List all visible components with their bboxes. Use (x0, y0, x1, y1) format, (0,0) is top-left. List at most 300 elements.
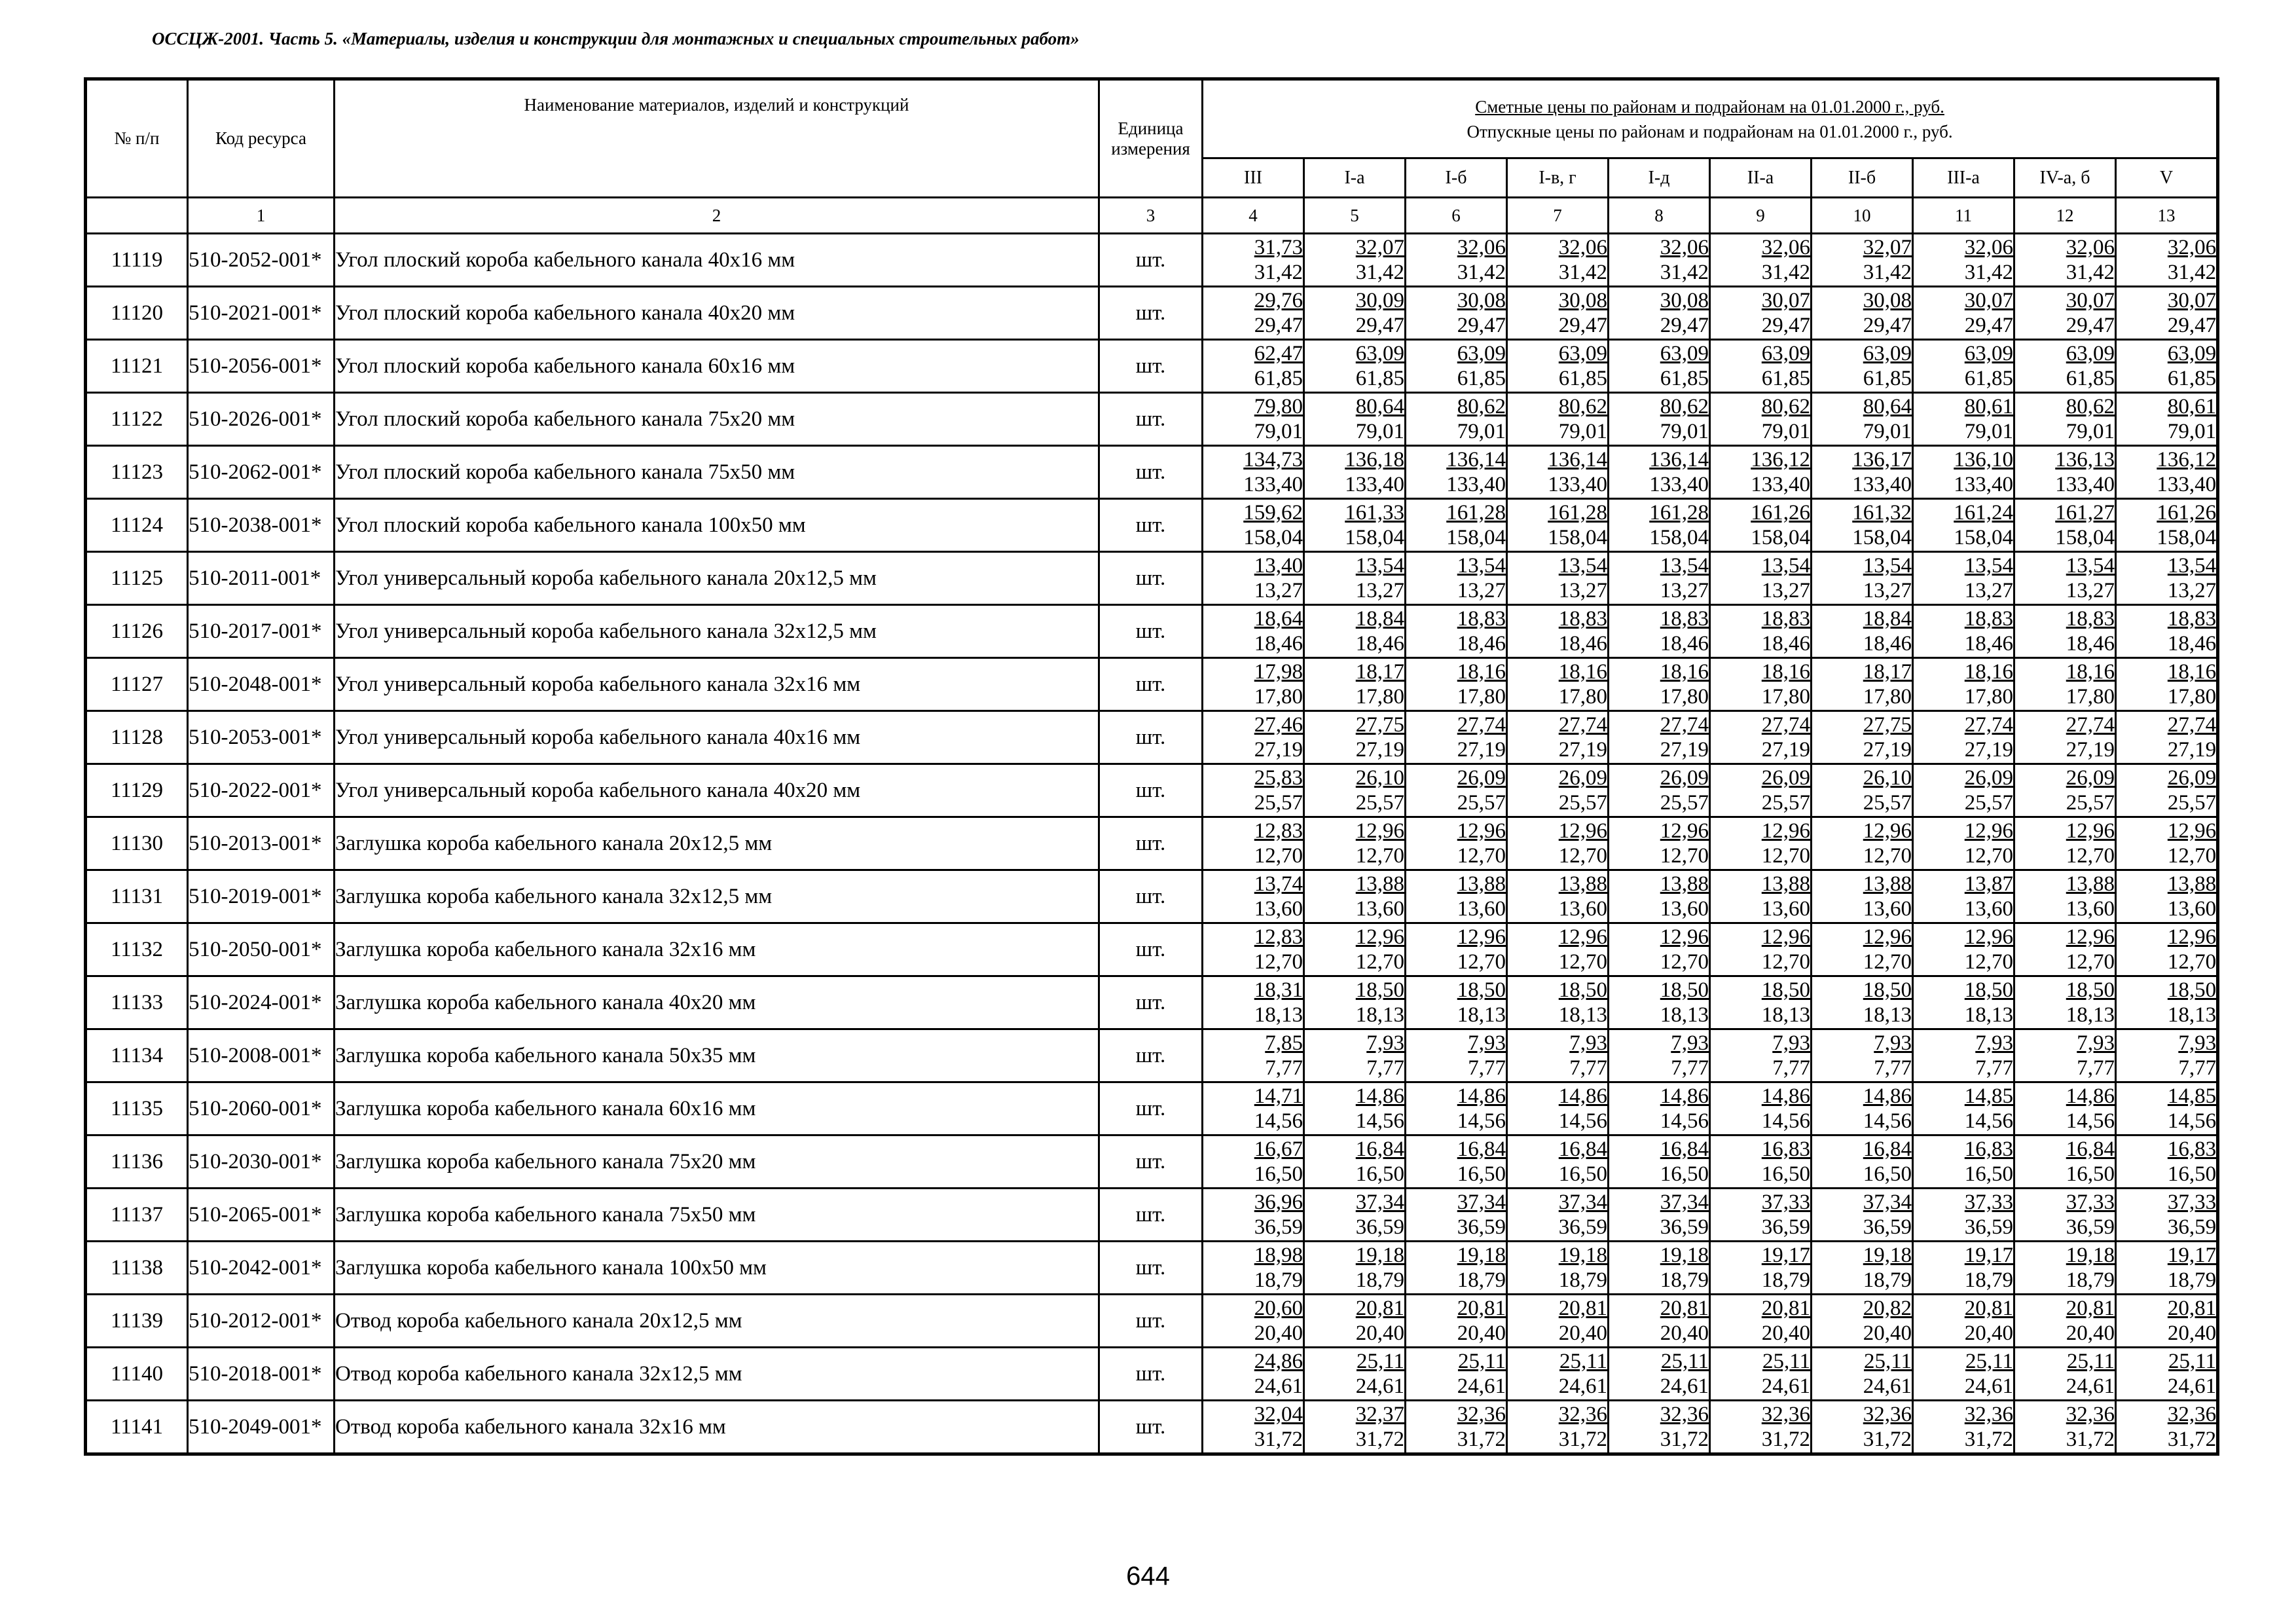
price-cell (1304, 817, 1406, 870)
item-name: Заглушка короба кабельного канала 32х12,5 мм (335, 870, 1099, 923)
price-cell (1812, 552, 1913, 605)
estimate-price: 19,17 (1761, 1244, 1810, 1267)
column-number: 6 (1406, 198, 1507, 234)
estimate-price: 18,50 (1761, 978, 1810, 1002)
estimate-price: 79,80 (1254, 395, 1303, 418)
price-cell (1406, 552, 1507, 605)
release-price: 133,40 (1954, 473, 2013, 496)
estimate-price: 12,96 (1660, 925, 1709, 949)
estimate-price: 18,16 (1761, 660, 1810, 684)
estimate-price: 19,18 (1660, 1244, 1709, 1267)
row-number: 11139 (86, 1295, 188, 1348)
release-price: 13,27 (2066, 579, 2115, 602)
release-price: 158,04 (1548, 526, 1607, 549)
release-price: 13,60 (1254, 897, 1303, 921)
price-cell (1710, 1082, 1812, 1135)
price-cell (1304, 1189, 1406, 1242)
estimate-price: 32,36 (1660, 1403, 1709, 1426)
estimate-price: 20,81 (2167, 1297, 2217, 1320)
price-cell (1304, 870, 1406, 923)
release-price: 31,72 (1355, 1428, 1404, 1451)
release-price: 25,57 (1254, 791, 1303, 815)
price-cell (2116, 605, 2218, 658)
row-number: 11136 (86, 1135, 188, 1189)
row-number: 11124 (86, 499, 188, 552)
price-cell (1913, 817, 2014, 870)
resource-code: 510-2062-001* (188, 446, 335, 499)
price-cell (1406, 870, 1507, 923)
price-cell (1812, 1029, 1913, 1082)
estimate-price: 18,50 (1457, 978, 1506, 1002)
running-head: ОССЦЖ-2001. Часть 5. «Материалы, изделия и конструкции для монтажных и специальных строительных работ» (152, 29, 1080, 48)
price-cell (1507, 976, 1609, 1029)
price-cell (2116, 552, 2218, 605)
estimate-price: 37,33 (2167, 1190, 2217, 1214)
price-cell (1203, 923, 1304, 976)
release-price: 61,85 (1863, 367, 1912, 390)
release-price: 25,57 (2066, 791, 2115, 815)
release-price: 29,47 (1863, 314, 1912, 337)
price-cell (2014, 1082, 2116, 1135)
price-cell (1304, 1135, 1406, 1189)
unit: шт. (1099, 711, 1203, 764)
estimate-price: 13,54 (1355, 554, 1404, 578)
estimate-price: 16,84 (1558, 1137, 1607, 1161)
price-cell (1507, 870, 1609, 923)
estimate-price: 27,74 (1964, 713, 2013, 737)
estimate-price: 80,62 (1761, 395, 1810, 418)
release-price: 20,40 (1355, 1321, 1404, 1345)
release-price: 36,59 (1254, 1215, 1303, 1239)
price-cell (1203, 393, 1304, 446)
item-name: Заглушка короба кабельного канала 20х12,5 мм (335, 817, 1099, 870)
column-number: 7 (1507, 198, 1609, 234)
release-price: 12,70 (1964, 950, 2013, 974)
estimate-price: 20,81 (1964, 1297, 2013, 1320)
resource-code: 510-2012-001* (188, 1295, 335, 1348)
region-header: I-б (1406, 158, 1507, 198)
estimate-price: 136,12 (1751, 448, 1810, 471)
unit: шт. (1099, 1082, 1203, 1135)
release-price: 13,60 (1558, 897, 1607, 921)
estimate-price: 13,88 (2066, 872, 2115, 896)
row-number: 11141 (86, 1401, 188, 1454)
estimate-price: 26,10 (1863, 766, 1912, 790)
release-price: 7,77 (1671, 1056, 1709, 1080)
estimate-price: 37,34 (1355, 1190, 1404, 1214)
price-cell (1609, 340, 1710, 393)
release-price: 13,60 (1863, 897, 1912, 921)
price-cell (1203, 976, 1304, 1029)
estimate-price: 13,88 (2167, 872, 2217, 896)
estimate-price: 12,96 (1761, 819, 1810, 843)
release-price: 27,19 (2167, 738, 2217, 762)
price-cell (1203, 446, 1304, 499)
price-cell (1913, 923, 2014, 976)
table-row (86, 658, 2218, 711)
release-price: 36,59 (1558, 1215, 1607, 1239)
release-price: 18,13 (1355, 1003, 1404, 1027)
estimate-price: 30,08 (1457, 289, 1506, 312)
estimate-price: 12,96 (1355, 819, 1404, 843)
release-price: 13,60 (1761, 897, 1810, 921)
release-price: 12,70 (2066, 950, 2115, 974)
price-cell (1609, 1242, 1710, 1295)
estimate-price: 7,93 (1569, 1031, 1607, 1055)
price-cell (1507, 658, 1609, 711)
price-cell (1304, 1348, 1406, 1401)
release-price: 14,56 (1761, 1109, 1810, 1133)
price-cell (1304, 1295, 1406, 1348)
unit: шт. (1099, 764, 1203, 817)
release-price: 25,57 (1355, 791, 1404, 815)
price-cell (1913, 287, 2014, 340)
release-price: 13,27 (1660, 579, 1709, 602)
price-cell (1609, 1189, 1710, 1242)
row-number: 11138 (86, 1242, 188, 1295)
price-cell (1812, 923, 1913, 976)
price-cell (1304, 658, 1406, 711)
estimate-price: 32,36 (1964, 1403, 2013, 1426)
estimate-price: 12,96 (2167, 819, 2217, 843)
release-price: 24,61 (2167, 1375, 2217, 1398)
price-cell (1406, 1401, 1507, 1454)
estimate-price: 32,37 (1355, 1403, 1404, 1426)
estimate-price: 18,98 (1254, 1244, 1303, 1267)
price-cell (2014, 1401, 2116, 1454)
estimate-price: 32,06 (1964, 236, 2013, 259)
estimate-price: 13,88 (1761, 872, 1810, 896)
resource-code: 510-2050-001* (188, 923, 335, 976)
release-price: 18,13 (1761, 1003, 1810, 1027)
price-cell (1406, 658, 1507, 711)
estimate-price: 32,36 (1457, 1403, 1506, 1426)
price-cell (1913, 499, 2014, 552)
estimate-price: 63,09 (1660, 342, 1709, 365)
release-price: 29,47 (1660, 314, 1709, 337)
release-price: 17,80 (1254, 685, 1303, 709)
table-row (86, 1348, 2218, 1401)
item-name: Угол плоский короба кабельного канала 100х50 мм (335, 499, 1099, 552)
estimate-price: 7,93 (2178, 1031, 2217, 1055)
release-price: 79,01 (2167, 420, 2217, 443)
price-cell (2014, 658, 2116, 711)
price-cell (1609, 605, 1710, 658)
estimate-price: 18,50 (1355, 978, 1404, 1002)
resource-code: 510-2038-001* (188, 499, 335, 552)
item-name: Угол плоский короба кабельного канала 60х16 мм (335, 340, 1099, 393)
price-cell (1406, 605, 1507, 658)
release-price: 20,40 (1761, 1321, 1810, 1345)
price-cell (2014, 287, 2116, 340)
price-cell (1406, 234, 1507, 287)
price-cell (1710, 711, 1812, 764)
release-price: 36,59 (1761, 1215, 1810, 1239)
estimate-price: 17,98 (1254, 660, 1303, 684)
price-cell (2014, 340, 2116, 393)
estimate-price: 80,61 (1964, 395, 2013, 418)
price-cell (1710, 1348, 1812, 1401)
price-cell (1913, 234, 2014, 287)
estimate-price: 32,06 (1457, 236, 1506, 259)
estimate-price: 7,85 (1265, 1031, 1303, 1055)
release-price: 18,79 (1558, 1268, 1607, 1292)
price-cell (2116, 711, 2218, 764)
region-header: IV-а, б (2014, 158, 2116, 198)
release-price: 20,40 (1660, 1321, 1709, 1345)
estimate-price: 7,93 (1874, 1031, 1912, 1055)
estimate-price: 18,16 (2066, 660, 2115, 684)
region-header: I-а (1304, 158, 1406, 198)
price-cell (1913, 1189, 2014, 1242)
release-price: 14,56 (1863, 1109, 1912, 1133)
release-price: 18,13 (2066, 1003, 2115, 1027)
estimate-price: 13,54 (1964, 554, 2013, 578)
price-cell (1507, 605, 1609, 658)
row-number: 11122 (86, 393, 188, 446)
release-price: 18,79 (2066, 1268, 2115, 1292)
table-row (86, 923, 2218, 976)
estimate-price: 37,33 (1964, 1190, 2013, 1214)
price-cell (1406, 340, 1507, 393)
estimate-price: 13,54 (1863, 554, 1912, 578)
release-price: 133,40 (1345, 473, 1404, 496)
estimate-price: 32,36 (1558, 1403, 1607, 1426)
price-cell (1406, 1242, 1507, 1295)
price-cell (1710, 870, 1812, 923)
price-cell (1304, 976, 1406, 1029)
release-price: 18,46 (1457, 632, 1506, 655)
release-price: 18,46 (1660, 632, 1709, 655)
release-price: 20,40 (1558, 1321, 1607, 1345)
release-price: 31,72 (2066, 1428, 2115, 1451)
item-name: Угол универсальный короба кабельного канала 20х12,5 мм (335, 552, 1099, 605)
unit: шт. (1099, 976, 1203, 1029)
release-price: 16,50 (2167, 1162, 2217, 1186)
estimate-price: 19,18 (1355, 1244, 1404, 1267)
estimate-price: 13,87 (1964, 872, 2013, 896)
release-price: 25,57 (1964, 791, 2013, 815)
release-price: 133,40 (1649, 473, 1709, 496)
release-price: 36,59 (1964, 1215, 2013, 1239)
estimate-price: 25,11 (1762, 1350, 1810, 1373)
price-cell (1812, 1401, 1913, 1454)
row-number: 11134 (86, 1029, 188, 1082)
price-cell (1812, 499, 1913, 552)
price-cell (1304, 1401, 1406, 1454)
item-name: Отвод короба кабельного канала 20х12,5 мм (335, 1295, 1099, 1348)
release-price: 158,04 (1852, 526, 1912, 549)
estimate-price: 62,47 (1254, 342, 1303, 365)
item-name: Отвод короба кабельного канала 32х12,5 мм (335, 1348, 1099, 1401)
estimate-price: 13,74 (1254, 872, 1303, 896)
price-cell (2116, 1348, 2218, 1401)
resource-code: 510-2022-001* (188, 764, 335, 817)
release-price: 133,40 (2157, 473, 2217, 496)
estimate-price: 80,64 (1355, 395, 1404, 418)
release-price: 31,72 (1964, 1428, 2013, 1451)
estimate-price: 12,96 (1964, 819, 2013, 843)
item-name: Угол плоский короба кабельного канала 40х16 мм (335, 234, 1099, 287)
table-row (86, 764, 2218, 817)
resource-code: 510-2011-001* (188, 552, 335, 605)
release-price: 18,79 (1660, 1268, 1709, 1292)
release-price: 7,77 (1366, 1056, 1404, 1080)
release-price: 16,50 (1863, 1162, 1912, 1186)
table-row (86, 1029, 2218, 1082)
release-price: 31,42 (1355, 261, 1404, 284)
release-price: 79,01 (1761, 420, 1810, 443)
price-cell (1203, 287, 1304, 340)
release-price: 133,40 (1751, 473, 1810, 496)
estimate-price: 12,96 (1355, 925, 1404, 949)
estimate-price: 161,33 (1345, 501, 1404, 525)
column-number-blank (86, 198, 188, 234)
estimate-price: 37,33 (1761, 1190, 1810, 1214)
price-cell (2116, 1242, 2218, 1295)
price-cell (1507, 499, 1609, 552)
price-cell (1710, 817, 1812, 870)
price-cell (1812, 1135, 1913, 1189)
release-price: 27,19 (2066, 738, 2115, 762)
price-cell (1812, 234, 1913, 287)
unit: шт. (1099, 552, 1203, 605)
estimate-price: 20,81 (1660, 1297, 1709, 1320)
column-number: 3 (1099, 198, 1203, 234)
estimate-price: 20,81 (1558, 1297, 1607, 1320)
estimate-price: 32,07 (1863, 236, 1912, 259)
estimate-price: 20,81 (1457, 1297, 1506, 1320)
estimate-price: 12,83 (1254, 819, 1303, 843)
price-cell (1812, 711, 1913, 764)
unit: шт. (1099, 1242, 1203, 1295)
price-cell (2014, 870, 2116, 923)
release-price: 7,77 (2077, 1056, 2115, 1080)
price-cell (1710, 923, 1812, 976)
row-number: 11128 (86, 711, 188, 764)
estimate-price: 16,84 (1863, 1137, 1912, 1161)
estimate-price: 19,17 (2167, 1244, 2217, 1267)
estimate-price: 136,18 (1345, 448, 1404, 471)
estimate-price: 80,62 (1457, 395, 1506, 418)
estimate-price: 32,06 (1761, 236, 1810, 259)
price-cell (1406, 764, 1507, 817)
estimate-price: 63,09 (1863, 342, 1912, 365)
region-header: II-а (1710, 158, 1812, 198)
table-row (86, 287, 2218, 340)
estimate-price: 161,27 (2055, 501, 2115, 525)
price-cell (2014, 1348, 2116, 1401)
price-cell (1710, 1135, 1812, 1189)
price-cell (1609, 817, 1710, 870)
release-price: 12,70 (1355, 950, 1404, 974)
price-cell (1609, 234, 1710, 287)
price-cell (1913, 1082, 2014, 1135)
release-price: 7,77 (1975, 1056, 2013, 1080)
estimate-price: 30,07 (2167, 289, 2217, 312)
item-name: Угол универсальный короба кабельного канала 32х16 мм (335, 658, 1099, 711)
price-cell (1507, 340, 1609, 393)
price-cell (2116, 1189, 2218, 1242)
price-cell (1812, 870, 1913, 923)
release-price: 61,85 (1558, 367, 1607, 390)
resource-code: 510-2056-001* (188, 340, 335, 393)
row-number: 11131 (86, 870, 188, 923)
price-cell (1913, 446, 2014, 499)
price-cell (2116, 287, 2218, 340)
estimate-price: 18,17 (1863, 660, 1912, 684)
release-price: 14,56 (1254, 1109, 1303, 1133)
release-price: 18,79 (1964, 1268, 2013, 1292)
release-price: 7,77 (1265, 1056, 1303, 1080)
release-price: 29,47 (1761, 314, 1810, 337)
estimate-price: 14,86 (1457, 1084, 1506, 1108)
release-price: 17,80 (1964, 685, 2013, 709)
price-cell (1913, 870, 2014, 923)
unit: шт. (1099, 446, 1203, 499)
row-number: 11120 (86, 287, 188, 340)
release-price: 18,46 (1558, 632, 1607, 655)
row-number: 11126 (86, 605, 188, 658)
price-cell (1609, 923, 1710, 976)
price-cell (1406, 446, 1507, 499)
item-name: Угол универсальный короба кабельного канала 32х12,5 мм (335, 605, 1099, 658)
estimate-price: 63,09 (1355, 342, 1404, 365)
price-cell (1913, 1135, 2014, 1189)
price-cell (1812, 605, 1913, 658)
header-prices-release: Отпускные цены по районам и подрайонам на 01.01.2000 г., руб. (1467, 121, 1953, 141)
price-cell (1406, 1348, 1507, 1401)
estimate-price: 25,11 (2066, 1350, 2115, 1373)
estimate-price: 25,11 (1660, 1350, 1709, 1373)
release-price: 31,42 (1558, 261, 1607, 284)
release-price: 25,57 (1761, 791, 1810, 815)
price-cell (1203, 1401, 1304, 1454)
price-cell (1812, 1295, 1913, 1348)
price-cell (2116, 764, 2218, 817)
estimate-price: 18,50 (1558, 978, 1607, 1002)
release-price: 133,40 (2055, 473, 2115, 496)
estimate-price: 161,24 (1954, 501, 2013, 525)
price-cell (1812, 1189, 1913, 1242)
price-cell (1507, 1189, 1609, 1242)
release-price: 133,40 (1446, 473, 1506, 496)
release-price: 25,57 (1558, 791, 1607, 815)
estimate-price: 13,54 (1457, 554, 1506, 578)
column-number: 2 (335, 198, 1099, 234)
release-price: 31,72 (2167, 1428, 2217, 1451)
release-price: 24,61 (1558, 1375, 1607, 1398)
release-price: 13,60 (1660, 897, 1709, 921)
estimate-price: 26,09 (2167, 766, 2217, 790)
estimate-price: 27,74 (1761, 713, 1810, 737)
price-cell (1710, 605, 1812, 658)
estimate-price: 13,54 (1660, 554, 1709, 578)
release-price: 24,61 (1964, 1375, 2013, 1398)
release-price: 24,61 (1355, 1375, 1404, 1398)
release-price: 16,50 (1660, 1162, 1709, 1186)
release-price: 24,61 (2066, 1375, 2115, 1398)
release-price: 20,40 (1964, 1321, 2013, 1345)
price-cell (1609, 711, 1710, 764)
release-price: 12,70 (1558, 844, 1607, 868)
price-cell (1609, 287, 1710, 340)
release-price: 158,04 (1243, 526, 1303, 549)
estimate-price: 20,81 (1355, 1297, 1404, 1320)
item-name: Заглушка короба кабельного канала 50х35 мм (335, 1029, 1099, 1082)
unit: шт. (1099, 605, 1203, 658)
estimate-price: 13,88 (1863, 872, 1912, 896)
